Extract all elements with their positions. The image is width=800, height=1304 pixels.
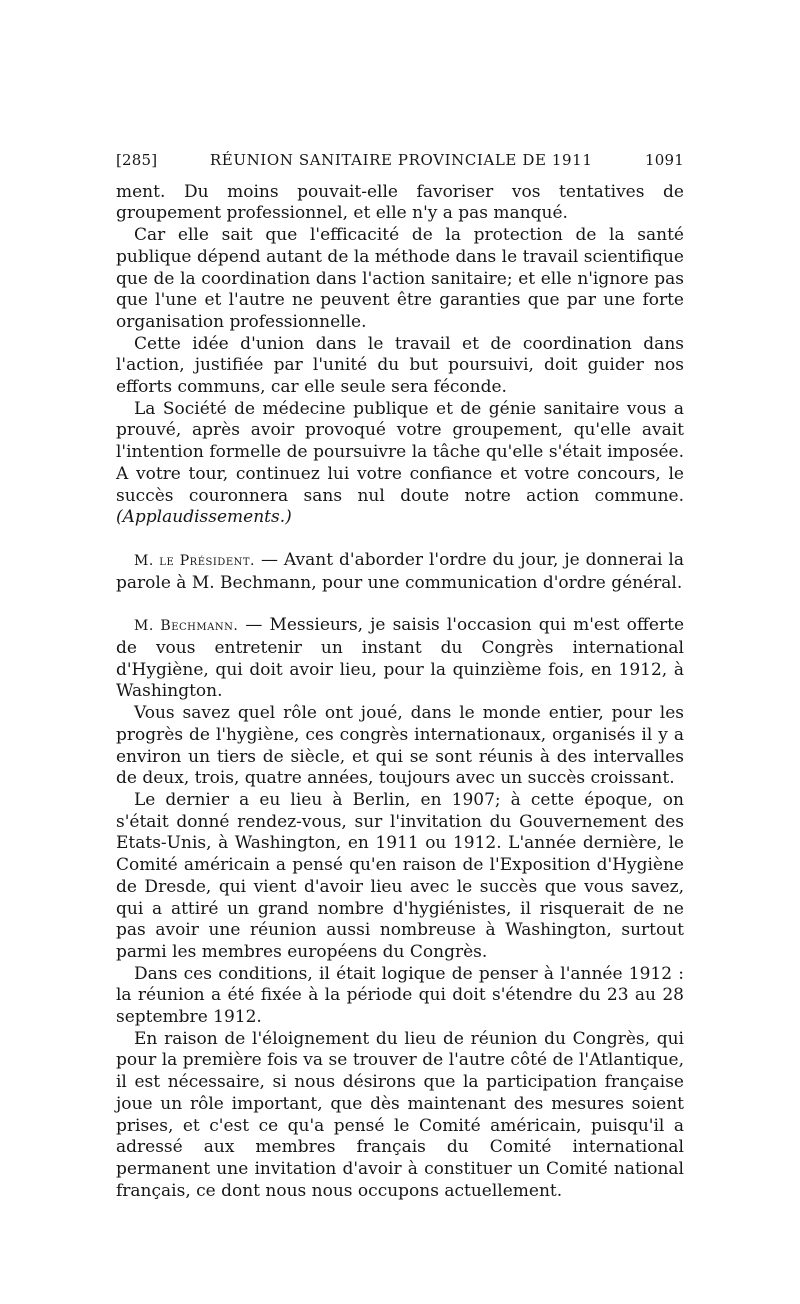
- speaker-paragraph: [116, 615, 684, 703]
- page-number: 1091: [645, 151, 684, 169]
- paragraph: En raison de l'éloignement du lieu de réunion du Congrès, qui pour la première fois va se trouver de l'autre côté de l'Atlantique, il est nécessaire, si nous désirons que la participation française joue un rôle important, que dès maintenant des mesures soient prises, et c'est ce qu'a pensé le Comité américain, puisqu'il a adressé aux membres français du Comité international permanent une invitation d'avoir à constituer un Comité national français, ce dont nous nous occupons actuellement.: [116, 1028, 684, 1201]
- page-reference: [285]: [116, 151, 158, 169]
- paragraph: Dans ces conditions, il était logique de penser à l'année 1912 : la réunion a été fixée à la période qui doit s'étendre du 23 au 28 septembre 1912.: [116, 963, 684, 1028]
- paragraph: Cette idée d'union dans le travail et de coordination dans l'action, justifiée par l'unité du but poursuivi, doit guider nos efforts communs, car elle seule sera féconde.: [116, 333, 684, 398]
- speaker-paragraph: [116, 550, 684, 594]
- running-title: RÉUNION SANITAIRE PROVINCIALE DE 1911: [209, 151, 593, 169]
- speaker-name: M. le Président.: [134, 552, 255, 569]
- applause-note: (Applaudissements.): [116, 507, 292, 528]
- paragraph-continuation: ment. Du moins pouvait-elle favoriser vos tentatives de groupement professionnel, et elle n'y a pas manqué.: [116, 181, 684, 224]
- paragraph: Car elle sait que l'efficacité de la protection de la santé publique dépend autant de la méthode dans le travail scientifique que de la coordination dans l'action sanitaire; et elle n'ignore pas que l'une et l'autre ne peuvent être garanties que par une forte organisation professionnelle.: [116, 225, 684, 332]
- paragraph-text: La Société de médecine publique et de génie sanitaire vous a prouvé, après avoir provoqué votre groupement, qu'elle avait l'intention formelle de poursuivre la tâche qu'elle s'était imposée. A votre tour, continuez lui votre confiance et votre concours, le succès couronnera sans nul doute notre action commune.: [116, 398, 684, 506]
- running-header: [116, 150, 684, 172]
- paragraph: [116, 399, 684, 529]
- speaker-name: M. Bechmann.: [134, 618, 239, 635]
- paragraph: Le dernier a eu lieu à Berlin, en 1907; à cette époque, on s'était donné rendez-vous, sur l'invitation du Gouvernement des Etats-Unis, à Washington, en 1911 ou 1912. L'année dernière, le Comité américain a pensé qu'en raison de l'Exposition d'Hygiène de Dresde, qui vient d'avoir lieu avec le succès que vous savez, qui a attiré un grand nombre d'hygiénistes, il risquerait de ne pas avoir une réunion aussi nombreuse à Washington, surtout parmi les membres européens du Congrès.: [116, 789, 684, 962]
- paragraph: Vous savez quel rôle ont joué, dans le monde entier, pour les progrès de l'hygiène, ces congrès internationaux, organisés il y a environ un tiers de siècle, et qui se sont réunis à des intervalles de deux, trois, quatre années, toujours avec un succès croissant.: [116, 703, 684, 789]
- speech-text: — Avant d'aborder l'ordre du jour, je donnerai la parole à M. Bechmann, pour une communication d'ordre général.: [116, 549, 684, 593]
- document-page: [116, 150, 684, 1202]
- speech-text: — Messieurs, je saisis l'occasion qui m'est offerte de vous entretenir un instant du Congrès international d'Hygiène, qui doit avoir lieu, pour la quinzième fois, en 1912, à Washington.: [116, 615, 685, 702]
